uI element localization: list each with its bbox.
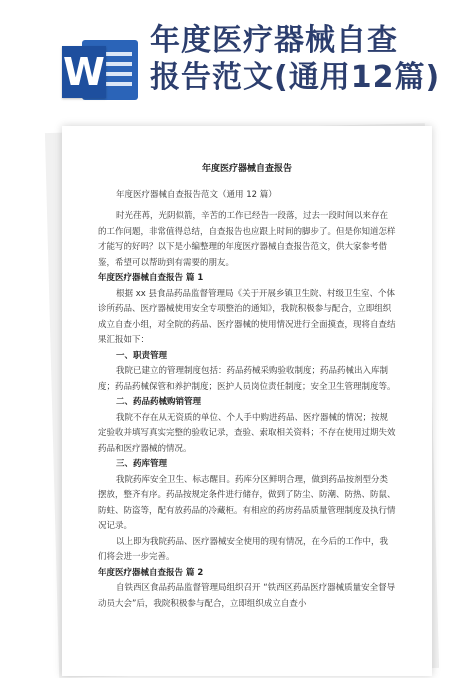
page-title-line-1: 年度医疗器械自查 (150, 23, 398, 58)
subsection-paragraph: 我院已建立的管理制度包括：药品药械采购验收制度；药品药械出入库制度；药品药械保管和养护制度；医护人员岗位责任制度；安全卫生管理制度等。 (98, 366, 396, 392)
intro-paragraph: 时光荏苒，光阴似箭，辛苦的工作已经告一段落，过去一段时间以来存在的工作问题，非常值得总结，自查报告也应跟上时间的脚步了。但是你知道怎样才能写的好吗？以下是小编整理的年度医疗器械自查报告范文，供大家参考借鉴，希望可以帮助到有需要的朋友。 (98, 211, 396, 268)
section-paragraph: 根据 xx 县食品药品监督管理局《关于开展乡镇卫生院、村级卫生室、个体诊所药品、医疗器械使用安全专项整治的通知》，我院积极参与配合，立即组织成立自查小组，对全院的药品、医疗器械的使用情况进行全面摸查，现将自查结果汇报如下： (98, 288, 396, 345)
subsection-paragraph: 我院不存在从无资质的单位、个人手中购进药品、医疗器械的情况；按规定验收并填写真实完整的验收记录，查验、索取相关资料；不存在使用过期失效药品和医疗器械的情况。 (98, 412, 396, 454)
page-title (150, 22, 470, 96)
subsection-heading: 一、职责管理 (116, 350, 168, 361)
document-subtitle: 年度医疗器械自查报告范文（通用 12 篇） (116, 189, 277, 200)
closing-paragraph: 以上即为我院药品、医疗器械安全使用的现有情况，在今后的工作中，我们将会进一步完善。 (98, 536, 389, 562)
word-icon-line (106, 82, 132, 86)
subsection-heading: 二、药品药械购销管理 (116, 397, 202, 407)
section-heading: 年度医疗器械自查报告 篇 1 (98, 273, 204, 283)
subsection-paragraph: 我院药库安全卫生、标志醒目。药库分区鲜明合理，做到药品按剂型分类摆放，整齐有序。药品按规定条件进行储存，做到了防尘、防潮、防热、防鼠、防蛀、防盗等，配有放药品的冷藏柜。有相应的药房药品质量管理制度及执行情况记录。 (98, 474, 396, 531)
subsection-heading: 三、药库管理 (116, 459, 168, 469)
section-paragraph: 自铁西区食品药品监督管理局组织召开 “铁西区药品医疗器械质量安全督导动员大会”后，我院积极参与配合，立即组织成立自查小 (98, 583, 396, 609)
page-title-line-2: 报告范文(通用12篇) (150, 60, 441, 95)
document-title: 年度医疗器械自查报告 (201, 164, 292, 174)
section-heading: 年度医疗器械自查报告 篇 2 (98, 567, 204, 578)
word-document-icon (62, 38, 140, 104)
word-icon-line (106, 62, 132, 66)
header (0, 0, 474, 120)
word-icon-letter: W (62, 46, 106, 98)
document-page (62, 126, 432, 676)
word-icon-line (106, 52, 132, 56)
word-icon-line (106, 72, 132, 76)
